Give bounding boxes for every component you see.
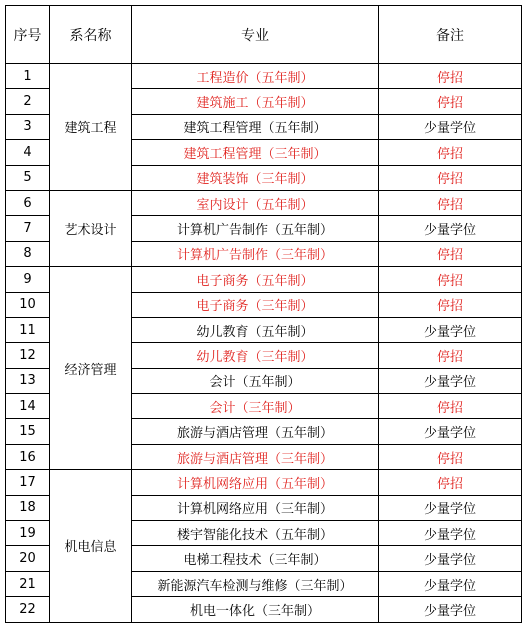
note: 少量学位 [379,495,522,520]
row-number: 22 [6,597,50,622]
row-number: 12 [6,343,50,368]
note: 停招 [379,394,522,419]
major-name: 建筑装饰（三年制） [132,165,379,190]
note: 停招 [379,64,522,89]
major-name: 计算机广告制作（五年制） [132,216,379,241]
note: 少量学位 [379,521,522,546]
row-number: 10 [6,292,50,317]
note: 停招 [379,343,522,368]
row-number: 1 [6,64,50,89]
major-name: 建筑工程管理（五年制） [132,114,379,139]
header-dept: 系名称 [50,6,132,64]
major-name: 计算机网络应用（五年制） [132,470,379,495]
row-number: 6 [6,190,50,215]
row-number: 7 [6,216,50,241]
major-name: 建筑工程管理（三年制） [132,140,379,165]
major-name: 机电一体化（三年制） [132,597,379,622]
row-number: 2 [6,89,50,114]
note: 少量学位 [379,597,522,622]
row-number: 4 [6,140,50,165]
row-number: 13 [6,368,50,393]
row-number: 20 [6,546,50,571]
major-name: 室内设计（五年制） [132,190,379,215]
note: 少量学位 [379,419,522,444]
header-no: 序号 [6,6,50,64]
table-row [6,190,522,215]
row-number: 8 [6,241,50,266]
major-name: 电子商务（三年制） [132,292,379,317]
row-number: 5 [6,165,50,190]
row-number: 14 [6,394,50,419]
major-name: 工程造价（五年制） [132,64,379,89]
major-name: 楼宇智能化技术（五年制） [132,521,379,546]
note: 少量学位 [379,571,522,596]
major-name: 会计（三年制） [132,394,379,419]
table-row [6,267,522,292]
header-note: 备注 [379,6,522,64]
major-name: 电子商务（五年制） [132,267,379,292]
row-number: 21 [6,571,50,596]
row-number: 19 [6,521,50,546]
majors-table [5,5,522,623]
row-number: 9 [6,267,50,292]
row-number: 15 [6,419,50,444]
major-name: 计算机网络应用（三年制） [132,495,379,520]
header-row [6,6,522,64]
note: 少量学位 [379,546,522,571]
header-major: 专业 [132,6,379,64]
major-name: 幼儿教育（五年制） [132,317,379,342]
major-name: 幼儿教育（三年制） [132,343,379,368]
department-name: 艺术设计 [50,190,132,266]
note: 停招 [379,140,522,165]
note: 少量学位 [379,317,522,342]
note: 停招 [379,241,522,266]
note: 停招 [379,292,522,317]
note: 停招 [379,444,522,469]
major-name: 新能源汽车检测与维修（三年制） [132,571,379,596]
note: 少量学位 [379,216,522,241]
table-body [6,64,522,623]
row-number: 11 [6,317,50,342]
note: 停招 [379,190,522,215]
note: 停招 [379,470,522,495]
table-row [6,470,522,495]
department-name: 机电信息 [50,470,132,622]
row-number: 18 [6,495,50,520]
note: 停招 [379,267,522,292]
row-number: 16 [6,444,50,469]
major-name: 计算机广告制作（三年制） [132,241,379,266]
major-name: 建筑施工（五年制） [132,89,379,114]
department-name: 建筑工程 [50,64,132,191]
row-number: 17 [6,470,50,495]
row-number: 3 [6,114,50,139]
table-row [6,64,522,89]
note: 少量学位 [379,368,522,393]
major-name: 会计（五年制） [132,368,379,393]
note: 少量学位 [379,114,522,139]
department-name: 经济管理 [50,267,132,470]
major-name: 旅游与酒店管理（三年制） [132,444,379,469]
major-name: 旅游与酒店管理（五年制） [132,419,379,444]
note: 停招 [379,165,522,190]
note: 停招 [379,89,522,114]
major-name: 电梯工程技术（三年制） [132,546,379,571]
